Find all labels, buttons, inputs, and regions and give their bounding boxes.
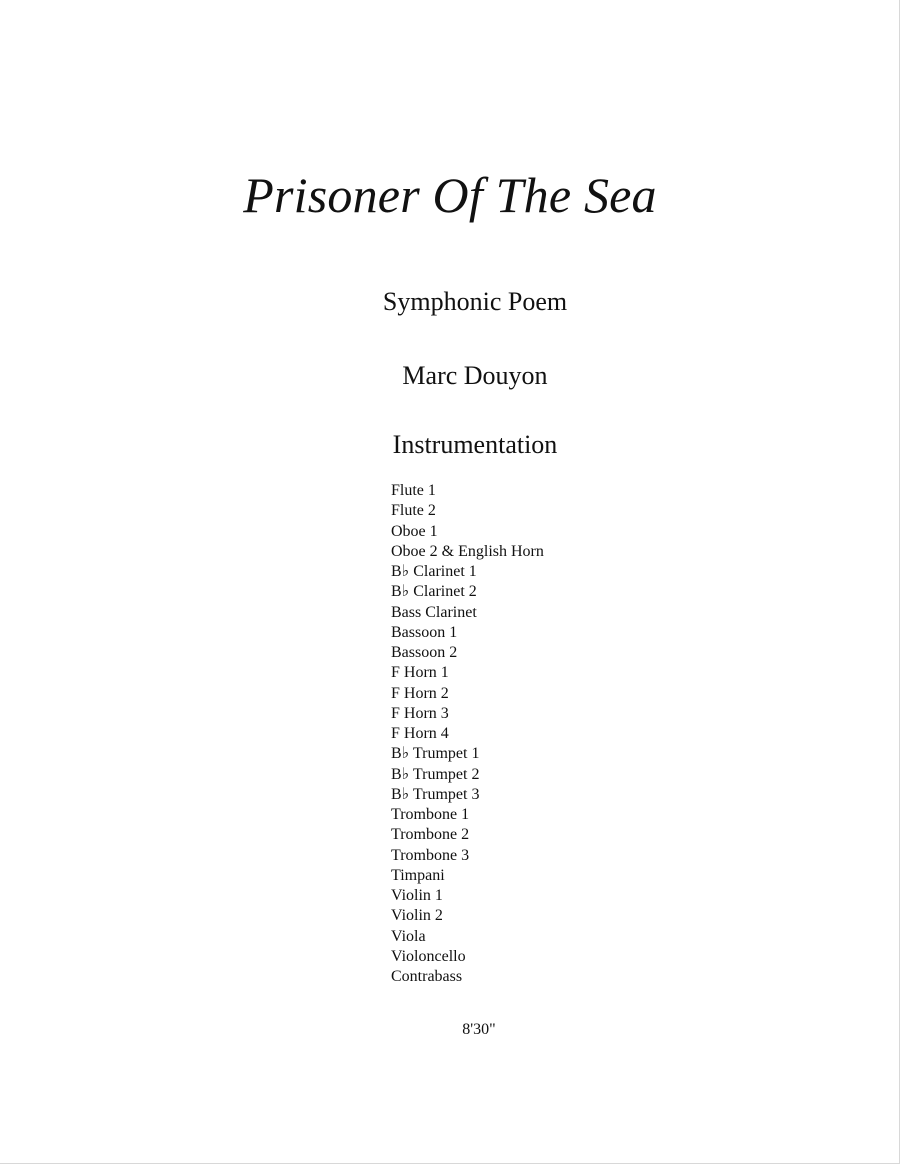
list-item: F Horn 3 [391,704,449,722]
list-item: B♭ Clarinet 2 [391,583,477,601]
list-item: Bassoon 1 [391,623,458,641]
list-item: B♭ Trumpet 2 [391,765,480,783]
list-item: Viola [391,927,426,945]
list-item: Trombone 3 [391,846,470,864]
list-item: Contrabass [391,968,463,985]
list-item: Violoncello [391,947,466,965]
list-item: Trombone 1 [391,806,470,823]
list-item: Oboe 2 & English Horn [391,542,544,560]
list-item: Timpani [391,866,445,884]
composer-name: Marc Douyon [402,361,548,390]
list-item: Oboe 1 [391,522,438,540]
list-item: B♭ Clarinet 1 [391,563,477,580]
duration-label: 8'30" [462,1021,496,1038]
list-item: Trombone 2 [391,826,470,844]
list-item: Violin 1 [391,887,443,904]
list-item: F Horn 4 [391,725,449,742]
list-item: Violin 2 [391,907,443,925]
list-item: Flute 1 [391,482,436,499]
list-item: Bassoon 2 [391,644,458,661]
instrumentation-heading: Instrumentation [392,430,558,459]
list-item: Bass Clarinet [391,603,477,621]
page-title: Prisoner Of The Sea [243,167,657,223]
subtitle: Symphonic Poem [382,287,568,316]
list-item: F Horn 2 [391,684,449,702]
list-item: B♭ Trumpet 3 [391,785,480,803]
list-item: Flute 2 [391,502,436,520]
list-item: F Horn 1 [391,664,449,682]
list-item: B♭ Trumpet 1 [391,745,480,763]
instrument-list [391,481,544,987]
